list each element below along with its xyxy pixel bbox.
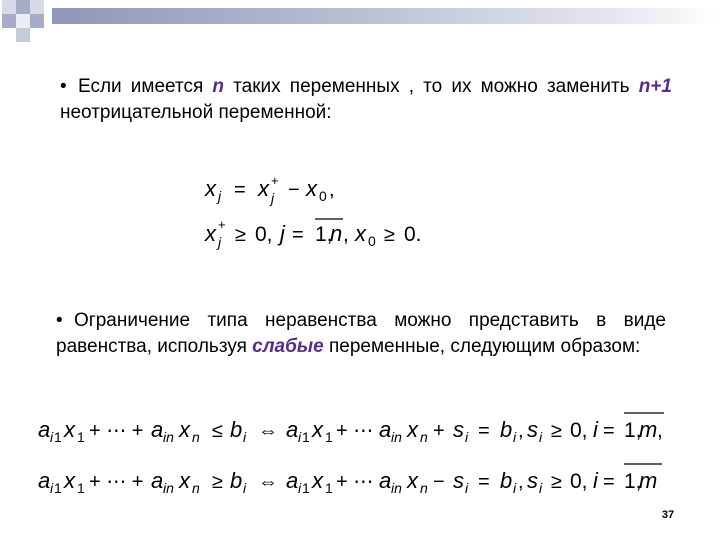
svg-text:j: j — [271, 190, 275, 206]
svg-text:i: i — [465, 429, 469, 445]
svg-text:0,: 0, — [570, 470, 588, 493]
bullet-icon: • — [56, 310, 63, 331]
svg-text:i: i — [243, 429, 247, 445]
svg-text:m: m — [639, 468, 658, 493]
svg-text:+ ⋯: + ⋯ — [336, 420, 374, 442]
svg-text:x: x — [312, 468, 323, 493]
svg-text:a: a — [379, 468, 392, 493]
svg-text:i: i — [243, 480, 247, 496]
svg-text:1,: 1, — [624, 419, 642, 442]
svg-text:0: 0 — [368, 233, 376, 249]
svg-text:in: in — [163, 429, 174, 445]
svg-text:1: 1 — [54, 480, 62, 496]
svg-text:0,: 0, — [255, 223, 273, 246]
var-n: n — [212, 76, 225, 97]
svg-text:b: b — [500, 417, 513, 442]
formula-2-line-1 — [38, 413, 664, 445]
svg-text:≥: ≥ — [551, 471, 562, 493]
svg-text:≥: ≥ — [384, 224, 395, 246]
svg-text:,: , — [343, 223, 349, 246]
text: неотрицательной переменной: — [60, 102, 332, 123]
svg-text:0: 0 — [319, 188, 327, 204]
svg-text:i: i — [539, 429, 543, 445]
svg-text:s: s — [527, 417, 538, 442]
svg-text:i: i — [593, 468, 598, 493]
formula-1-line-2 — [204, 217, 422, 250]
formula-2-line-2 — [38, 464, 662, 496]
svg-text:x: x — [407, 417, 418, 442]
svg-text:1: 1 — [325, 480, 333, 496]
svg-text:x: x — [407, 468, 418, 493]
svg-text:j: j — [280, 221, 285, 246]
svg-text:x: x — [312, 417, 323, 442]
svg-text:n: n — [420, 480, 428, 496]
svg-text:a: a — [379, 417, 392, 442]
svg-text:≥: ≥ — [235, 224, 246, 246]
svg-text:i: i — [513, 480, 517, 496]
svg-text:=: = — [603, 420, 615, 442]
svg-text:+: + — [433, 420, 445, 442]
svg-text:j: j — [218, 188, 222, 204]
svg-text:a: a — [286, 468, 299, 493]
svg-text:s: s — [453, 468, 464, 493]
svg-text:+ ⋯ +: + ⋯ + — [89, 420, 144, 442]
svg-text:1,: 1, — [624, 470, 642, 493]
term-weak: слабые — [252, 336, 324, 357]
svg-text:,: , — [518, 420, 524, 442]
svg-text:b: b — [230, 468, 243, 493]
svg-text:⇔: ⇔ — [258, 420, 278, 442]
svg-text:,: , — [657, 419, 663, 442]
svg-text:−: − — [433, 471, 445, 493]
svg-text:in: in — [391, 429, 402, 445]
svg-text:⇔: ⇔ — [258, 471, 278, 493]
svg-text:x: x — [355, 221, 366, 246]
text: Если имеется — [78, 76, 213, 97]
svg-text:+ ⋯ +: + ⋯ + — [89, 471, 144, 493]
svg-text:i: i — [298, 429, 302, 445]
svg-text:1: 1 — [302, 429, 310, 445]
svg-text:a: a — [151, 417, 164, 442]
svg-text:x: x — [64, 417, 75, 442]
svg-text:≤: ≤ — [212, 420, 223, 442]
text: Ограничение типа неравенства можно представить в виде равенства, используя — [56, 310, 666, 357]
svg-text:i: i — [50, 480, 54, 496]
svg-text:+: + — [271, 173, 279, 188]
svg-text:0.: 0. — [404, 223, 422, 246]
svg-text:1: 1 — [302, 480, 310, 496]
svg-text:n: n — [192, 480, 200, 496]
svg-text:,: , — [329, 179, 335, 201]
text: переменные, следующим образом: — [323, 336, 641, 357]
svg-text:a: a — [38, 417, 51, 442]
svg-text:≥: ≥ — [212, 471, 223, 493]
var-n-plus-1: n+1 — [638, 76, 672, 97]
svg-text:−: − — [288, 179, 300, 201]
svg-text:in: in — [163, 480, 174, 496]
svg-text:i: i — [513, 429, 517, 445]
svg-text:m: m — [639, 417, 658, 442]
svg-text:i: i — [593, 417, 598, 442]
svg-text:i: i — [298, 480, 302, 496]
svg-text:n: n — [330, 221, 343, 246]
svg-text:1,: 1, — [315, 223, 333, 246]
svg-text:1: 1 — [54, 429, 62, 445]
svg-text:+: + — [218, 217, 226, 232]
svg-text:≥: ≥ — [551, 420, 562, 442]
svg-text:=: = — [234, 179, 246, 201]
svg-text:n: n — [420, 429, 428, 445]
svg-text:i: i — [539, 480, 543, 496]
page-number: 37 — [661, 509, 675, 521]
text: таких переменных , то их можно заменить — [224, 76, 639, 97]
svg-text:,: , — [518, 471, 524, 493]
svg-text:i: i — [465, 480, 469, 496]
svg-text:1: 1 — [77, 480, 85, 496]
svg-text:s: s — [453, 417, 464, 442]
svg-text:x: x — [205, 176, 216, 201]
svg-text:i: i — [50, 429, 54, 445]
svg-text:in: in — [391, 480, 402, 496]
svg-text:=: = — [478, 471, 490, 493]
svg-text:x: x — [179, 417, 190, 442]
svg-text:1: 1 — [77, 429, 85, 445]
svg-text:a: a — [286, 417, 299, 442]
formula-1-line-1 — [204, 173, 335, 206]
svg-text:x: x — [64, 468, 75, 493]
svg-text:a: a — [38, 468, 51, 493]
svg-text:+ ⋯: + ⋯ — [336, 471, 374, 493]
svg-text:j: j — [218, 234, 222, 250]
svg-text:a: a — [151, 468, 164, 493]
svg-text:b: b — [500, 468, 513, 493]
svg-text:1: 1 — [325, 429, 333, 445]
svg-text:n: n — [192, 429, 200, 445]
svg-text:b: b — [230, 417, 243, 442]
svg-text:=: = — [603, 471, 615, 493]
svg-text:=: = — [292, 224, 304, 246]
svg-text:=: = — [478, 420, 490, 442]
svg-text:x: x — [258, 176, 269, 201]
svg-text:0,: 0, — [570, 419, 588, 442]
svg-text:x: x — [205, 221, 216, 246]
svg-text:s: s — [527, 468, 538, 493]
bullet-icon: • — [60, 76, 67, 97]
svg-text:x: x — [179, 468, 190, 493]
svg-text:x: x — [306, 176, 317, 201]
